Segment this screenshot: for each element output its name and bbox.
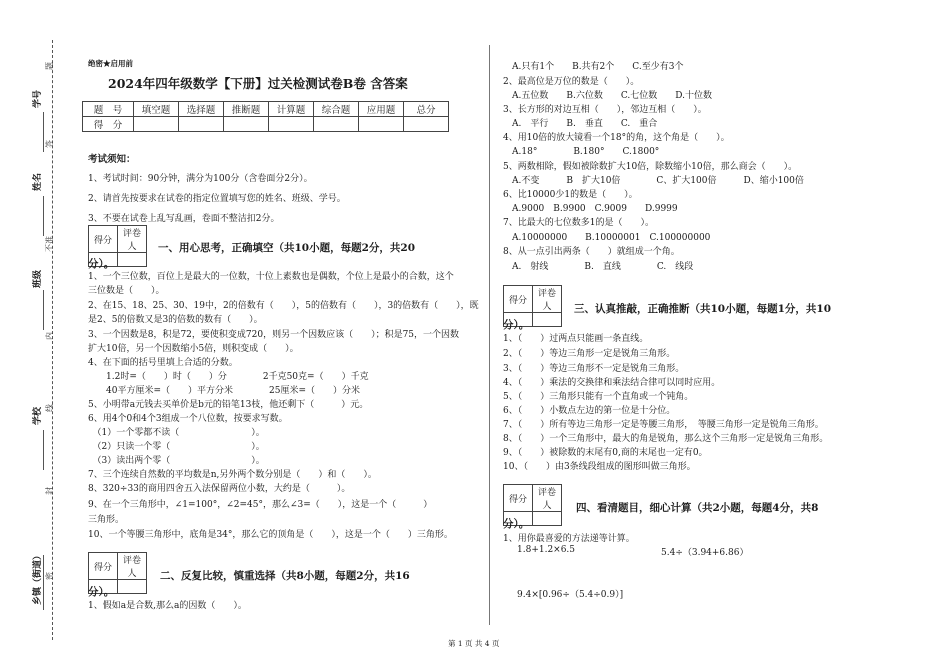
notice-item: 1、考试时间：90分钟，满分为100分（含卷面分2分）。 [88, 174, 313, 184]
question-line: A.18° B.180° C.1800° [503, 147, 660, 157]
question-line: A.不变 B 扩大10倍 C、扩大100倍 D、缩小100倍 [503, 176, 804, 186]
town-underline [43, 555, 44, 610]
question-line: 三角形。 [88, 515, 125, 525]
section1-title: 一、用心思考，正确填空（共10小题，每题2分，共20 [158, 242, 416, 254]
page-title: 2024年四年级数学【下册】过关检测试卷B卷 含答案 [108, 76, 408, 91]
student-id-label: 学号 [33, 89, 43, 108]
grader-name-cell[interactable] [533, 512, 562, 526]
score-col-header: 综合题 [314, 102, 359, 117]
class-underline [43, 290, 44, 330]
binding-mark: 题 [45, 62, 54, 70]
binding-mark: 内 [45, 332, 54, 340]
question-line: 7、三个连续自然数的平均数是n,另外两个数分别是（ ）和（ ）。 [88, 470, 377, 480]
score-cell[interactable] [179, 117, 224, 132]
question-line: （1）一个零都不读（ ）。 [88, 428, 265, 438]
calc-expression: 5.4÷（3.94+6.86） [661, 548, 749, 558]
question-line: 8、（ ）一个三角形中，最大的角是锐角，那么这个三角形一定是锐角三角形。 [503, 434, 829, 444]
school-underline [43, 430, 44, 470]
question-line: 5、（ ）三角形只能有一个直角或一个钝角。 [503, 392, 694, 402]
grader-name-cell[interactable] [118, 253, 147, 267]
question-line: A.10000000 B.10000001 C.100000000 [503, 233, 711, 243]
question-line: 4、（ ）乘法的交换律和乘法结合律可以同时应用。 [503, 378, 721, 388]
question-line: 3、一个因数是8，积是72，要使积变成720，则另一个因数应该（ ）；积是75，一个因数 [88, 330, 460, 340]
binding-mark: 封 [45, 487, 54, 495]
notice-item: 2、请首先按要求在试卷的指定位置填写您的姓名、班级、学号。 [88, 194, 346, 204]
notice-title: 考试须知： [88, 154, 136, 165]
score-cell[interactable] [224, 117, 269, 132]
grader-score-label: 得分 [504, 485, 533, 512]
section2-title-cont: 分）。 [88, 586, 115, 598]
school-label: 学校 [33, 406, 43, 425]
question-line: 1、一个三位数，百位上是最大的一位数，十位上素数也是偶数，个位上是最小的合数，这个 [88, 272, 454, 282]
question-line: 1、用你最喜爱的方法递等计算。 [503, 534, 635, 544]
question-line: （2）只读一个零（ ）。 [88, 442, 265, 452]
grader-score-label: 得分 [89, 226, 118, 253]
question-line: 6、比10000少1的数是（ ）。 [503, 190, 638, 200]
binding-mark: 密 [45, 572, 54, 580]
score-col-header: 应用题 [359, 102, 404, 117]
score-col-header: 题 号 [83, 102, 134, 117]
question-line: 3、长方形的对边互相（ ），邻边互相（ ）。 [503, 105, 707, 115]
question-line: 3、（ ）等边三角形不一定是锐角三角形。 [503, 364, 685, 374]
question-line: 8、320÷33的商用四舍五入法保留两位小数，大约是（ ）。 [88, 484, 351, 494]
cut-line [52, 40, 53, 640]
question-line: 5、小明带a元钱去买单价是b元的铅笔13枝，他还剩下（ ）元。 [88, 400, 369, 410]
question-line: A.只有1个 B.共有2个 C.至少有3个 [503, 62, 684, 72]
section1-title-cont: 分）。 [88, 258, 115, 270]
grader-name-label: 评卷人 [533, 286, 562, 313]
question-line: （3）读出两个零（ ）。 [88, 456, 265, 466]
question-line: 7、比最大的七位数多1的是（ ）。 [503, 218, 654, 228]
class-label: 班级 [33, 269, 43, 288]
column-divider [489, 45, 490, 625]
section2-title: 二、反复比较，慎重选择（共8小题，每题2分，共16 [160, 570, 410, 582]
question-line: 40平方厘米=（ ）平方分米 25厘米=（ ）分米 [88, 386, 360, 396]
grader-name-label: 评卷人 [118, 226, 147, 253]
section4-title-cont: 分）。 [503, 518, 530, 530]
question-line: 6、（ ）小数点左边的第一位是十分位。 [503, 406, 676, 416]
score-cell[interactable] [359, 117, 404, 132]
score-cell[interactable] [314, 117, 359, 132]
question-line: 5、两数相除，假如被除数扩大10倍，除数缩小10倍，那么商会（ ）。 [503, 162, 798, 172]
question-line: 9、在一个三角形中，∠1=100°，∠2=45°，那么∠3=（ ），这是一个（ ） [88, 500, 433, 510]
score-col-header: 填空题 [134, 102, 179, 117]
binding-mark: 不 [45, 244, 54, 252]
question-line: A.五位数 B.六位数 C.七位数 D.十位数 [503, 91, 713, 101]
town-label: 乡镇（街道） [33, 550, 43, 605]
question-line: 2、（ ）等边三角形一定是锐角三角形。 [503, 349, 676, 359]
binding-strip [0, 0, 80, 671]
score-col-header: 计算题 [269, 102, 314, 117]
score-header-row [83, 102, 449, 117]
binding-mark: 答 [45, 140, 54, 148]
question-line: 是2、5的倍数又是3的倍数的数有（ ）。 [88, 315, 263, 325]
section3-title-cont: 分）。 [503, 319, 530, 331]
grader-name-label: 评卷人 [533, 485, 562, 512]
question-line: 2、在15、18、25、30、19中，2的倍数有（ ），5的倍数有（ ），3的倍数有（ ），既 [88, 301, 479, 311]
score-col-header: 选择题 [179, 102, 224, 117]
question-line: 7、（ ）所有等边三角形一定是等腰三角形， 等腰三角形一定是锐角三角形。 [503, 420, 824, 430]
score-cell[interactable] [269, 117, 314, 132]
question-line: 扩大10倍，另一个因数缩小5倍，则积变成（ ）。 [88, 344, 299, 354]
question-line: 8、从一点引出两条（ ）就组成一个角。 [503, 247, 680, 257]
score-cell[interactable] [404, 117, 449, 132]
score-col-header: 总分 [404, 102, 449, 117]
question-line: 1、（ ）过两点只能画一条直线。 [503, 334, 649, 344]
question-line: 4、在下面的括号里填上合适的分数。 [88, 358, 238, 368]
name-underline [43, 196, 44, 236]
question-line: A. 射线 B. 直线 C. 线段 [503, 262, 694, 272]
question-line: 三位数是（ ）。 [88, 286, 165, 296]
question-line: A.9000 B.9900 C.9009 D.9999 [503, 204, 678, 214]
question-line: 1.2时=（ ）时（ ）分 2千克50克=（ ）千克 [88, 372, 369, 382]
question-line: 10、（ ）由3条线段组成的图形叫做三角形。 [503, 462, 696, 472]
binding-mark: 线 [45, 404, 54, 412]
section3-title: 三、认真推敲，正确推断（共10小题，每题1分，共10 [574, 303, 832, 315]
grader-name-cell[interactable] [118, 580, 147, 594]
score-col-header: 推断题 [224, 102, 269, 117]
question-line: 10、一个等腰三角形中，底角是34°，那么它的顶角是（ ），这是一个（ ）三角形。 [88, 530, 453, 540]
question-line: 6、用4个0和4个3组成一个八位数，按要求写数。 [88, 414, 288, 424]
score-cell[interactable] [134, 117, 179, 132]
binding-mark: 准 [45, 236, 54, 244]
question-line: 4、用10倍的放大镜看一个18°的角，这个角是（ ）。 [503, 133, 730, 143]
question-line: 2、最高位是万位的数是（ ）。 [503, 77, 640, 87]
question-line: A. 平行 B. 垂直 C. 重合 [503, 119, 658, 129]
secret-label: 绝密★启用前 [88, 59, 133, 68]
calc-expression: 9.4×[0.96÷（5.4÷0.9）] [517, 590, 624, 600]
grader-score-label: 得分 [89, 553, 118, 580]
score-value-row [83, 117, 449, 132]
calc-expression: 1.8+1.2×6.5 [517, 545, 576, 555]
notice-item: 3、不要在试卷上乱写乱画，卷面不整洁扣2分。 [88, 214, 280, 224]
name-label: 姓名 [33, 172, 43, 191]
score-table [82, 101, 449, 132]
grader-score-label: 得分 [504, 286, 533, 313]
page-number: 第 1 页 共 4 页 [448, 639, 500, 648]
question-line: 9、（ ）被除数的末尾有0,商的末尾也一定有0。 [503, 448, 708, 458]
section4-title: 四、看清题目，细心计算（共2小题，每题4分，共8 [576, 502, 819, 514]
question-line: 1、假如a是合数,那么a的因数（ ）。 [88, 601, 247, 611]
grader-name-label: 评卷人 [118, 553, 147, 580]
score-row-label: 得 分 [83, 117, 134, 132]
grader-name-cell[interactable] [533, 313, 562, 327]
